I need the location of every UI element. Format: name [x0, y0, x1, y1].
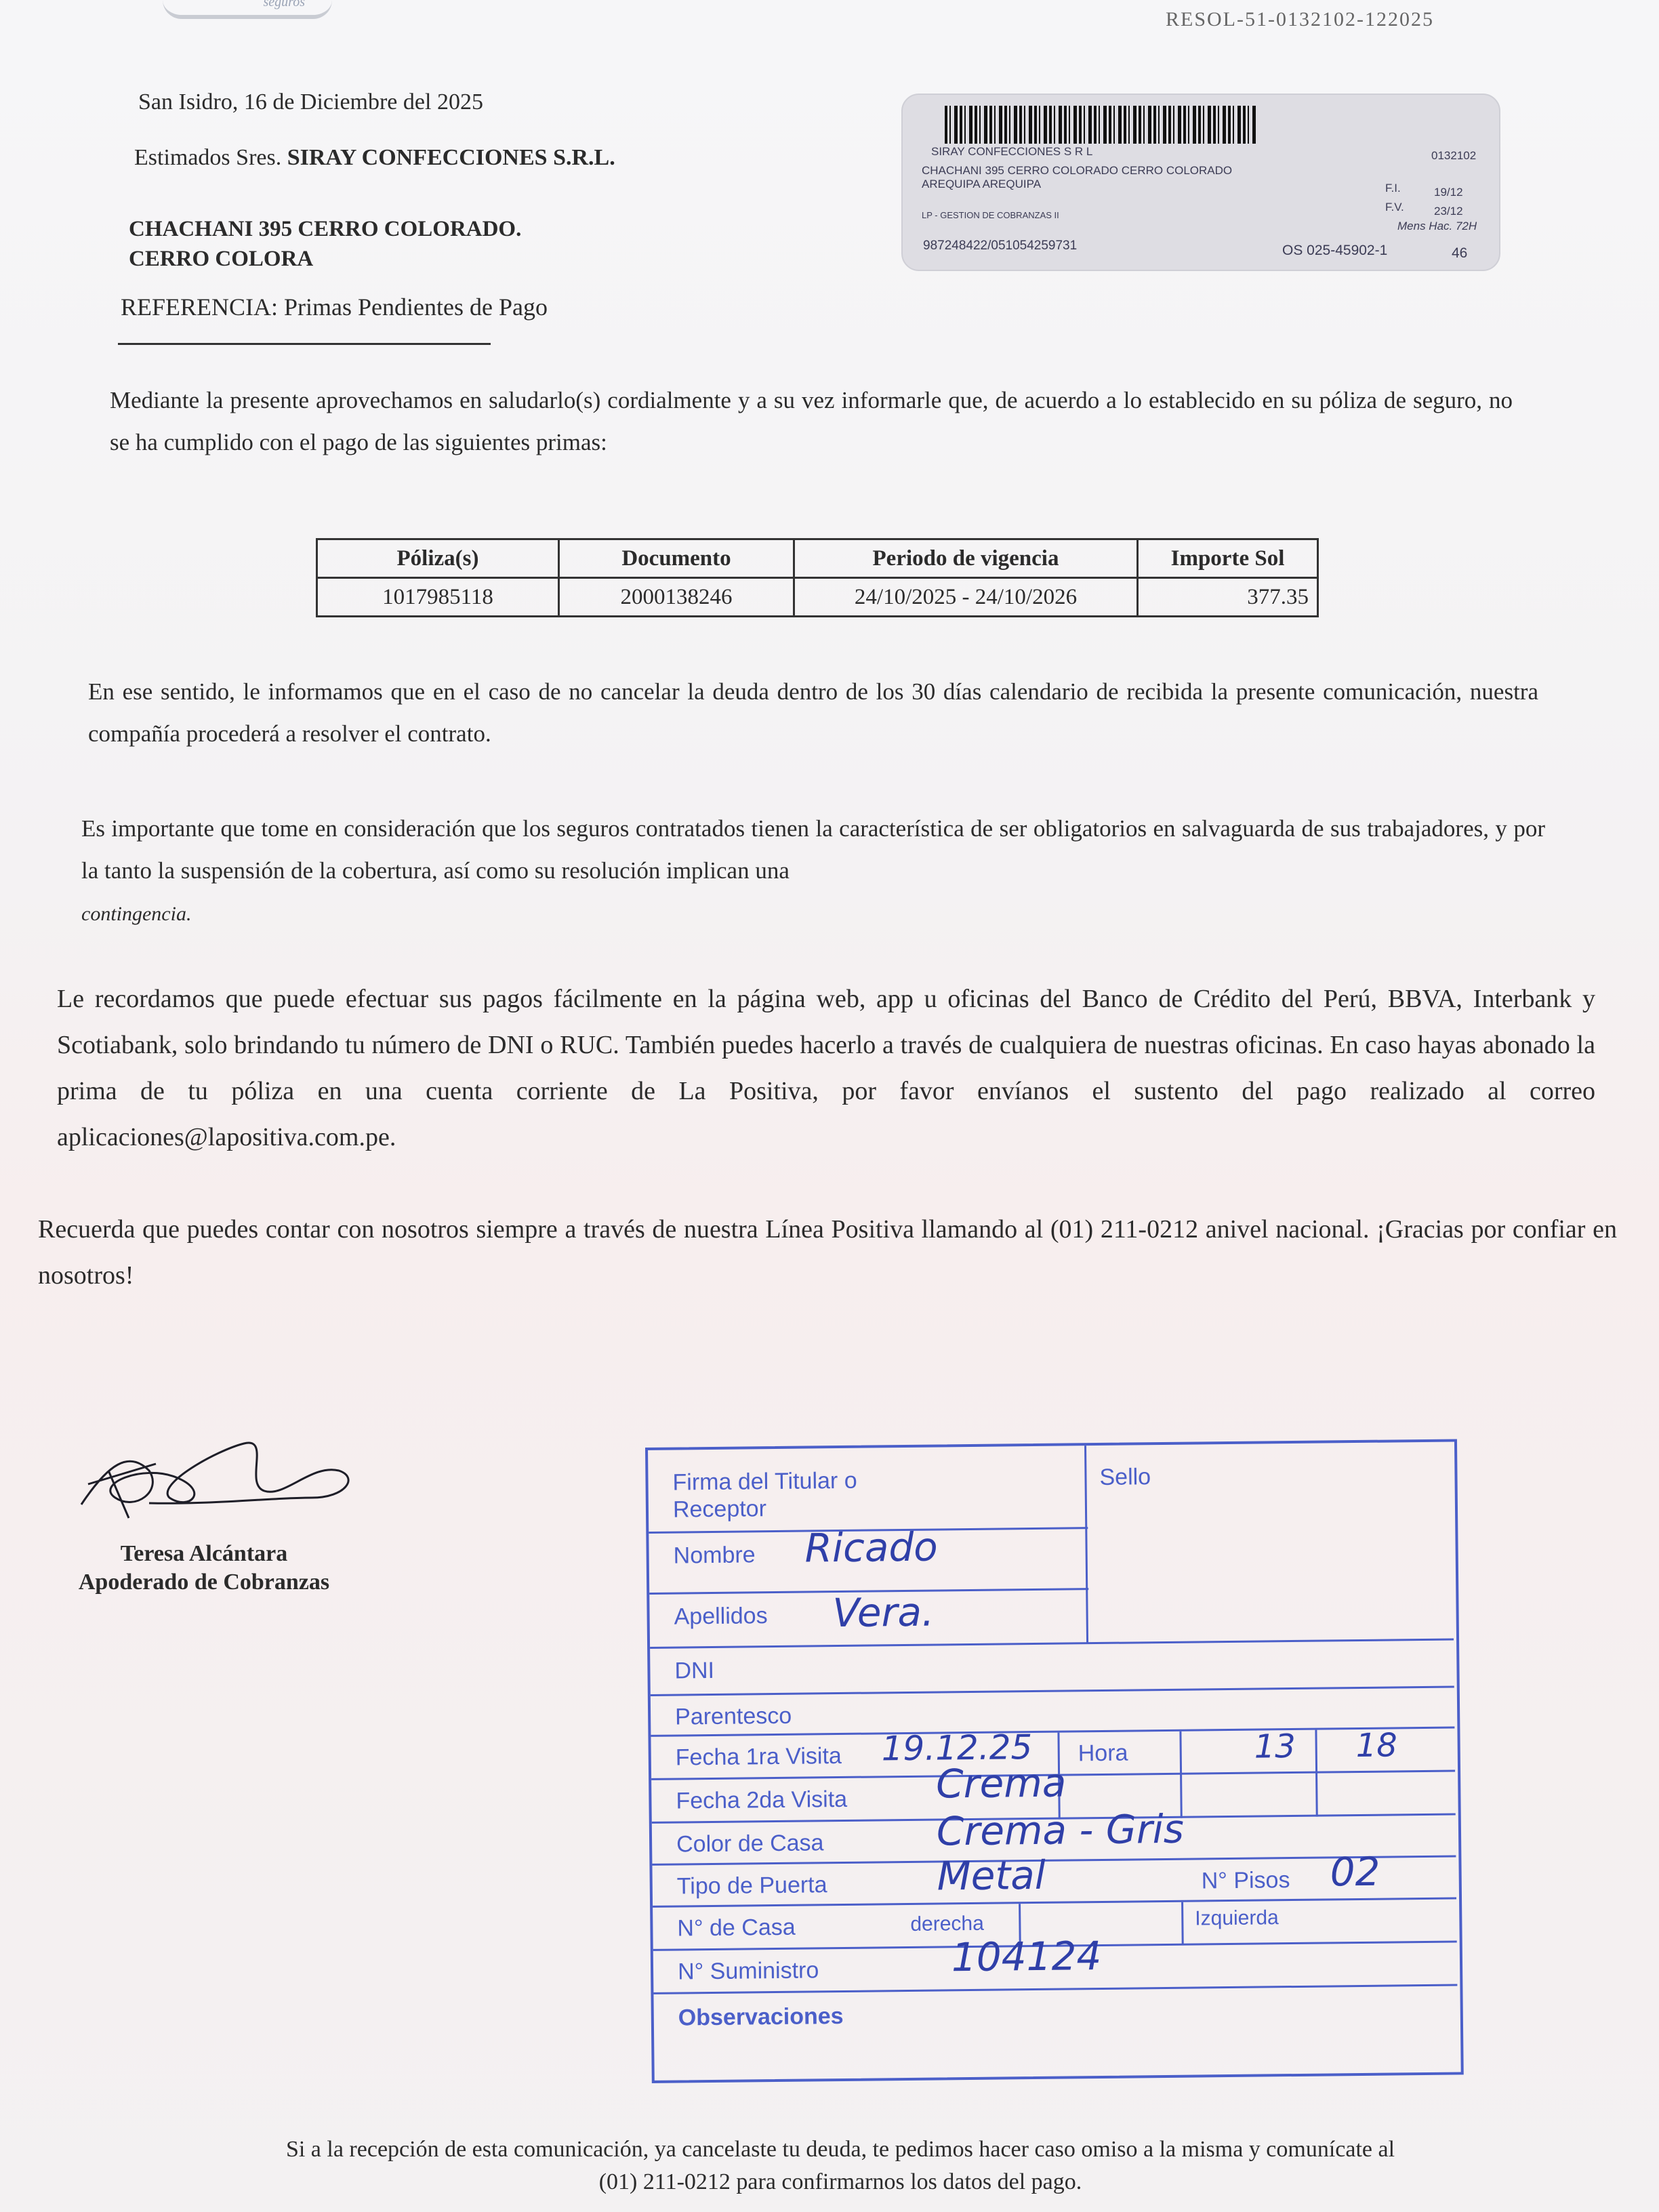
paragraph-importance — [81, 808, 1545, 935]
col-header: Periodo de vigencia — [794, 539, 1138, 578]
signer-block — [45, 1540, 363, 1597]
form-row-apellidos — [649, 1588, 1089, 1637]
form-divider — [1181, 1902, 1184, 1944]
company-logo — [163, 0, 332, 19]
form-label: Tipo de Puerta — [676, 1872, 827, 1900]
handwritten-value: Crema — [935, 1759, 1067, 1807]
delivery-receipt-form — [645, 1439, 1464, 2083]
form-label: Hora — [1078, 1740, 1128, 1767]
label-ids: 987248422/051054259731 — [923, 239, 1078, 253]
handwritten-value: 13 — [1254, 1727, 1296, 1766]
paragraph-end: contingencia. — [81, 903, 192, 925]
greeting — [134, 145, 615, 171]
company-name: SIRAY CONFECCIONES S.R.L. — [287, 145, 615, 170]
handwritten-value: 19.12.25 — [881, 1727, 1033, 1769]
paragraph-payment: Le recordamos que puede efectuar sus pagos fácilmente en la página web, app u oficinas del Banco de Crédito del Perú, BBVA, Interbank y Scotiabank, solo brindando tu número de DNI o RUC. También puedes hacerlo a través de cualquiera de nuestras oficinas. En caso hayas abonado la prima de tu póliza en una cuenta corriente de La Positiva, por favor envíanos el sustento del pago realizado al correo aplicaciones@lapositiva.com.pe. — [57, 985, 1595, 1151]
col-header: Documento — [559, 539, 794, 578]
paragraph-deadline: En ese sentido, le informamos que en el caso de no cancelar la deuda dentro de los 30 días calendario de recibida la presente comunicación, nuestra compañía procederá a resolver el contrato. — [88, 678, 1538, 747]
label-fv: F.V. — [1385, 201, 1404, 213]
form-label: N° de Casa — [677, 1914, 796, 1942]
date-line: San Isidro, 16 de Diciembre del 2025 — [138, 89, 483, 115]
handwritten-signature — [68, 1423, 380, 1532]
form-label: Color de Casa — [676, 1830, 824, 1858]
form-label: Izquierda — [1195, 1906, 1279, 1930]
label-os: OS 025-45902-1 — [1282, 243, 1388, 258]
handwritten-value: Ricado — [804, 1523, 939, 1572]
paragraph-intro: Mediante la presente aprovechamos en saludarlo(s) cordialmente y a su vez informarle que, de acuerdo a lo establecido en su póliza de seguro, no se ha cumplido con el pago de las siguientes primas: — [110, 387, 1513, 455]
label-code: 0132102 — [1431, 149, 1477, 162]
label-name: SIRAY CONFECCIONES S R L — [931, 145, 1093, 158]
handwritten-value: 18 — [1355, 1726, 1398, 1765]
col-header: Póliza(s) — [317, 539, 559, 578]
signer-name: Teresa Alcántara — [120, 1541, 288, 1566]
label-fv-value: 23/12 — [1434, 205, 1463, 218]
handwritten-value: Crema - Gris — [936, 1805, 1185, 1855]
label-fi-value: 19/12 — [1434, 186, 1463, 199]
form-label: N° Suministro — [677, 1957, 819, 1985]
address-line: CERRO COLORA — [129, 247, 314, 271]
form-label: Fecha 2da Visita — [676, 1786, 848, 1814]
form-row-nombre — [649, 1523, 1088, 1576]
form-label: Nombre — [673, 1542, 756, 1569]
form-label: DNI — [674, 1657, 715, 1684]
col-header: Importe Sol — [1138, 539, 1318, 578]
reference-underline — [118, 343, 491, 345]
form-row-dni — [650, 1639, 1454, 1691]
policy-cell: 1017985118 — [317, 578, 559, 617]
table-header-row — [317, 539, 1318, 578]
footer-note — [183, 2133, 1498, 2198]
form-label: Parentesco — [674, 1702, 792, 1730]
paragraph-text: Es importante que tome en consideración que los seguros contratados tienen la característica de ser obligatorios en salvaguarda de sus trabajadores, y por la tanto la suspensión de la cobertura, así como su resolución implican una — [81, 815, 1545, 884]
period-cell: 24/10/2025 - 24/10/2026 — [794, 578, 1138, 617]
amount-cell: 377.35 — [1138, 578, 1318, 617]
handwritten-value: Vera. — [832, 1589, 935, 1637]
form-row-observaciones — [653, 1984, 1458, 2036]
label-num: 46 — [1452, 245, 1468, 261]
footer-line: Si a la recepción de esta comunicación, ya cancelaste tu deuda, te pedimos hacer caso omiso a la misma y comunícate al — [285, 2137, 1395, 2162]
greeting-prefix: Estimados Sres. — [134, 145, 282, 170]
premium-table — [316, 538, 1319, 617]
handwritten-value: 104124 — [951, 1932, 1102, 1981]
label-dept: LP - GESTION DE COBRANZAS II — [922, 210, 1059, 220]
address-line: CHACHANI 395 CERRO COLORADO. — [129, 217, 522, 241]
label-city: AREQUIPA AREQUIPA — [922, 178, 1042, 190]
form-label: Observaciones — [678, 2003, 844, 2031]
address-label — [901, 94, 1500, 271]
address-block — [129, 214, 521, 274]
logo-text: seguros — [263, 0, 305, 9]
table-row — [317, 578, 1318, 617]
handwritten-value: Metal — [937, 1851, 1046, 1900]
signer-role: Apoderado de Cobranzas — [78, 1570, 330, 1595]
resolution-code: RESOL-51-0132102-122025 — [1166, 8, 1434, 30]
label-max: Mens Hac. 72H — [1397, 220, 1477, 232]
form-label: Apellidos — [674, 1603, 768, 1630]
form-label: Fecha 1ra Visita — [675, 1742, 842, 1771]
document-cell: 2000138246 — [559, 578, 794, 617]
label-fi: F.I. — [1385, 182, 1401, 194]
paragraph-contact: Recuerda que puedes contar con nosotros siempre a través de nuestra Línea Positiva llamando al (01) 211-0212 anivel nacional. ¡Gracias por confiar en nosotros! — [38, 1215, 1617, 1290]
footer-line: (01) 211-0212 para confirmarnos los datos del pago. — [598, 2169, 1082, 2194]
reference: REFERENCIA: Primas Pendientes de Pago — [121, 293, 548, 321]
form-label: derecha — [910, 1912, 984, 1936]
form-label-firma: Firma del Titular o Receptor — [672, 1467, 857, 1523]
form-label: N° Pisos — [1201, 1867, 1290, 1894]
form-label-sello: Sello — [1099, 1464, 1151, 1490]
barcode — [945, 106, 1256, 144]
label-address: CHACHANI 395 CERRO COLORADO CERRO COLORADO — [922, 164, 1233, 177]
handwritten-value: 02 — [1330, 1848, 1380, 1896]
